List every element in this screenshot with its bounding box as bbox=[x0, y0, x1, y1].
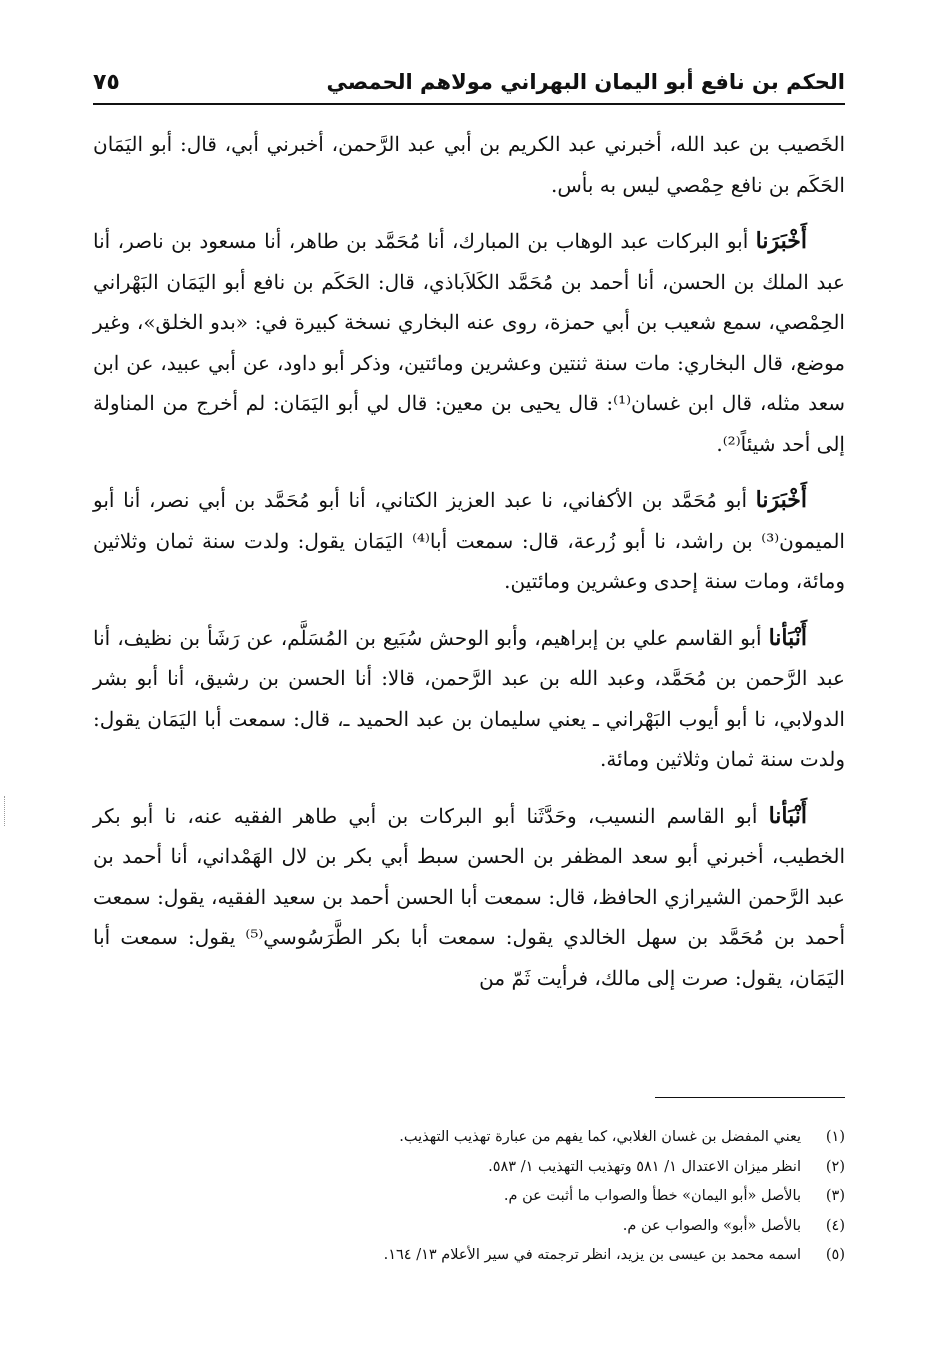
header-rule bbox=[93, 103, 845, 105]
paragraph-2 bbox=[93, 221, 845, 464]
paragraph-text: أبو القاسم علي بن إبراهيم، وأبو الوحش سُبَيع بن المُسَلَّم، عن رَشَأ بن نظيف، أنا عبد الرَّحمن بن مُحَمَّد، وعبد الله بن عبد الرَّحمن، قالا: أنا الحسن بن رشيق، أنا أبو بشر الدولابي، نا أبو أيوب البَهْراني ـ يعني سليمان بن عبد الحميد ـ، قال: سمعت أبا اليَمَان يقول: ولدت سنة ثمان وثلاثين ومائة. bbox=[93, 625, 845, 771]
footnote-number: (١) bbox=[825, 1129, 845, 1145]
paragraph-text: أبو القاسم النسيب، وحَدَّثَنا أبو البركات بن أبي طاهر الفقيه عنه، نا أبو بكر الخطيب، أخبرني أبو سعد المظفر بن الحسن سبط أبي بكر بن لال الهَمْداني، أنا أحمد بن عبد الرَّحمن الشيرازي الحافظ، قال: سمعت أبا الحسن أحمد بن سعيد الفقيه، يقول: سمعت أحمد بن مُحَمَّد بن سهل الخالدي يقول: سمعت أبا بكر الطَّرَسُوسي⁽⁵⁾ يقول: سمعت أبا اليَمَان، يقول: صرت إلى مالك، فرأيت ثَمّ من bbox=[93, 803, 845, 990]
running-title: الحكم بن نافع أبو اليمان البهراني مولاهم الحمصي bbox=[326, 70, 845, 94]
page-number: ٧٥ bbox=[93, 69, 120, 95]
footnote-number: (٤) bbox=[825, 1217, 845, 1234]
paragraph-lead-word: أَنْبَأنا bbox=[768, 802, 807, 829]
footnote-2 bbox=[93, 1153, 845, 1183]
paragraph-text: أبو مُحَمَّد بن الأكفاني، نا عبد العزيز الكتاني، أنا أبو مُحَمَّد بن أبي نصر، أنا أبو الميمون⁽³⁾ بن راشد، نا أبو زُرعة، قال: سمعت أبا⁽⁴⁾ اليَمَان يقول: ولدت سنة ثمان وثلاثين ومائة، ومات سنة إحدى وعشرين ومائتين. bbox=[93, 488, 845, 593]
main-text bbox=[93, 124, 845, 1014]
paragraph-1 bbox=[93, 124, 845, 205]
paragraph-lead-word: أَخْبَرَنا bbox=[755, 228, 807, 254]
footnote-text: انظر ميزان الاعتدال ١/ ٥٨١ وتهذيب التهذيب ١/ ٥٨٣. bbox=[488, 1158, 801, 1175]
paragraph-lead-word: أَنْبَأنا bbox=[768, 624, 807, 651]
footnote-text: بالأصل «أبو اليمان» خطأ والصواب ما أثبت عن م. bbox=[503, 1188, 801, 1204]
running-header bbox=[93, 62, 845, 102]
footnotes bbox=[93, 1123, 845, 1271]
footnote-text: اسمه محمد بن عيسى بن يزيد، انظر ترجمته في سير الأعلام ١٣/ ١٦٤. bbox=[383, 1247, 801, 1263]
footnote-1 bbox=[93, 1123, 845, 1153]
paragraph-text: الخَصيب بن عبد الله، أخبرني عبد الكريم بن أبي عبد الرَّحمن، أخبرني أبي، قال: أبو اليَمَان الحَكَم بن نافع حِمْصي ليس به بأس. bbox=[93, 132, 846, 197]
footnote-text: بالأصل «أبو» والصواب عن م. bbox=[622, 1217, 801, 1234]
scan-margin-mark bbox=[4, 796, 11, 826]
paragraph-3 bbox=[93, 480, 845, 602]
footnote-separator bbox=[655, 1097, 845, 1098]
paragraph-4 bbox=[93, 618, 845, 780]
footnote-number: (٥) bbox=[825, 1247, 845, 1263]
paragraph-5 bbox=[93, 796, 845, 999]
footnote-3 bbox=[93, 1182, 845, 1212]
footnote-4 bbox=[93, 1212, 845, 1242]
footnote-number: (٣) bbox=[825, 1188, 845, 1204]
paragraph-lead-word: أَخْبَرَنا bbox=[755, 487, 807, 513]
footnote-text: يعني المفضل بن غسان الغلابي، كما يفهم من عبارة تهذيب التهذيب. bbox=[399, 1129, 801, 1145]
paragraph-text: أبو البركات عبد الوهاب بن المبارك، أنا مُحَمَّد بن طاهر، أنا مسعود بن ناصر، أنا عبد الملك بن الحسن، أنا أحمد بن مُحَمَّد الكَلاَباذي، قال: الحَكَم بن نافع أبو اليَمَان البَهْراني الحِمْصي، سمع شعيب بن أبي حمزة، روى عنه البخاري نسخة كبيرة في: «بدو الخلق»، وغير موضع، قال البخاري: مات سنة ثنتين وعشرين ومائتين، وذكر أبو داود، عن أبي عبيد، عن ابن سعد مثله، قال ابن غسان⁽¹⁾: قال يحيى بن معين: قال لي أبو اليَمَان: لم أخرج من المناولة إلى أحد شيئاً⁽²⁾. bbox=[93, 229, 845, 456]
footnote-5 bbox=[93, 1241, 845, 1271]
footnote-number: (٢) bbox=[825, 1158, 845, 1175]
